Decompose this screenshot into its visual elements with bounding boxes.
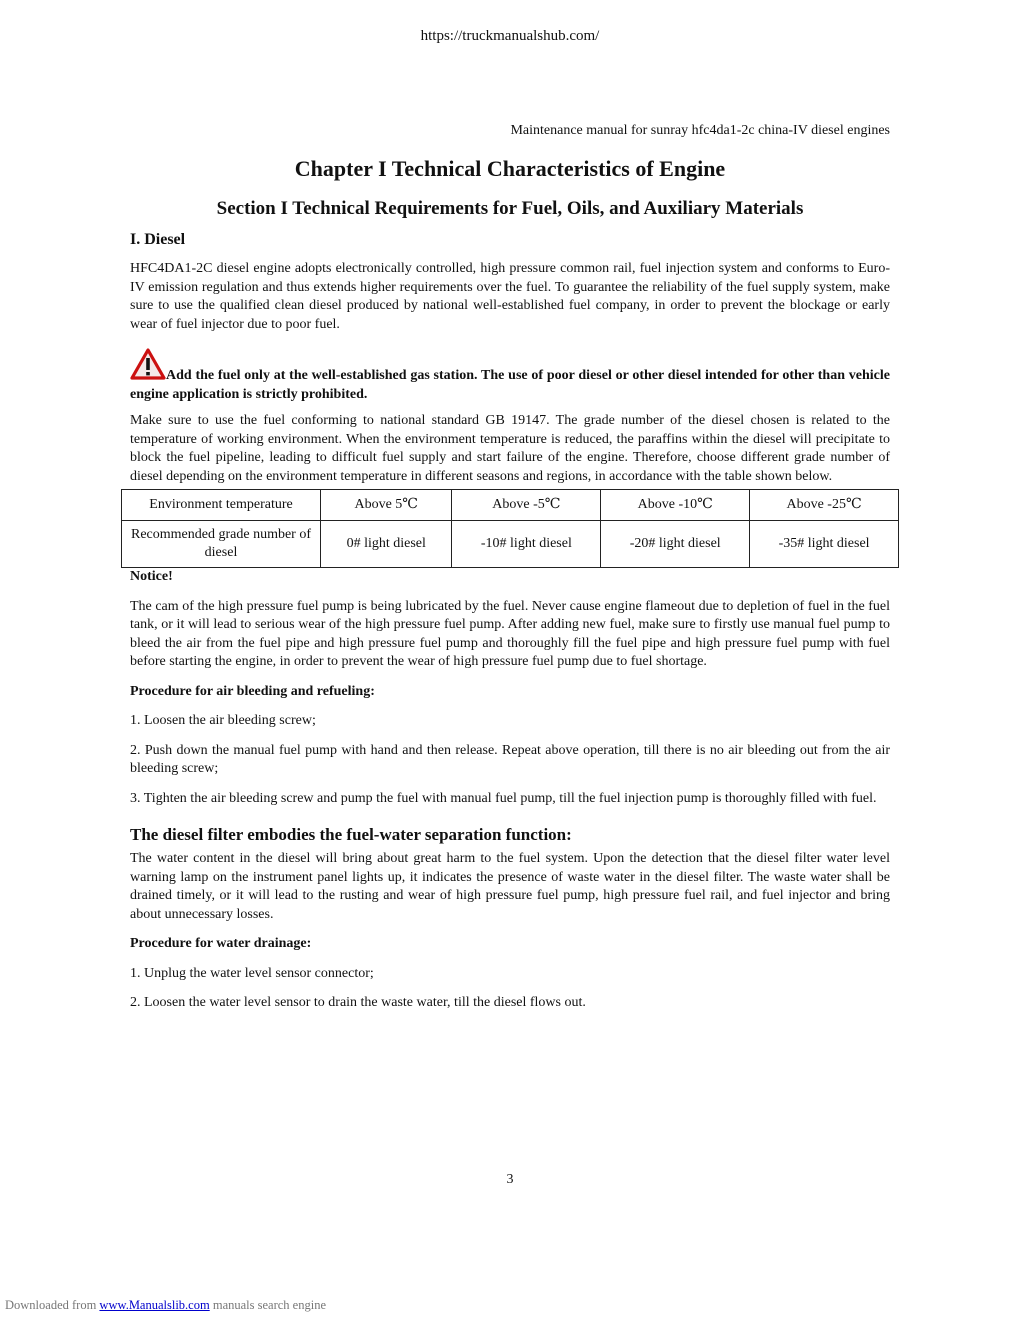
filter-text: The water content in the diesel will bring about great harm to the fuel system. Upon the detection that the diesel filter water level warning lamp on the instrument panel lights up, it indicates the presence of waste water in the diesel filter. The waste water shall be drained timely, or it will lead to the rusting and wear of high pressure fuel pump, high pressure fuel rail, and fuel injector and bring about unnecessary losses.	[130, 851, 890, 922]
page-number: 3	[506, 1172, 514, 1187]
diesel-heading: I. Diesel	[130, 231, 186, 248]
bleeding-heading: Procedure for air bleeding and refueling:	[130, 683, 375, 699]
table-row	[122, 490, 899, 521]
list-item: 1. Loosen the air bleeding screw;	[130, 713, 316, 728]
table-cell: Above -10℃	[601, 490, 750, 521]
table-cell: 0# light diesel	[321, 521, 452, 568]
warning-block	[130, 348, 890, 404]
table-cell: Above -25℃	[750, 490, 899, 521]
diesel-intro: HFC4DA1-2C diesel engine adopts electronically controlled, high pressure common rail, fuel injection system and conforms to Euro-IV emission regulation and thus extends higher requirements over the fuel. To guarantee the reliability of the fuel supply system, make sure to use the qualified clean diesel produced by national well-established fuel company, in order to prevent the blockage or early wear of fuel injector due to poor fuel.	[130, 261, 890, 332]
filter-heading: The diesel filter embodies the fuel-water separation function:	[130, 825, 572, 844]
diesel-grade-table	[121, 489, 899, 568]
table-cell: Recommended grade number of diesel	[122, 521, 321, 568]
table-cell: Above -5℃	[452, 490, 601, 521]
chapter-title: Chapter I Technical Characteristics of Engine	[294, 156, 726, 181]
warning-paragraph	[130, 348, 890, 404]
download-footer	[5, 1298, 326, 1313]
standard-paragraph: Make sure to use the fuel conforming to national standard GB 19147. The grade number of the diesel chosen is related to the temperature of working environment. When the environment temperature is reduced, the paraffins within the diesel will precipitate to block the fuel pipeline, leading to difficult fuel supply and start failure of the engine. Therefore, choose different grade number of diesel depending on the environment temperature in different seasons and regions, in accordance with the table shown below.	[130, 413, 890, 484]
table-cell: Environment temperature	[122, 490, 321, 521]
list-item: 3. Tighten the air bleeding screw and pump the fuel with manual fuel pump, till the fuel injection pump is thoroughly filled with fuel.	[130, 790, 877, 806]
warning-text: Add the fuel only at the well-established gas station. The use of poor diesel or other diesel intended for other than vehicle engine application is strictly prohibited.	[130, 368, 890, 402]
table-cell: -10# light diesel	[452, 521, 601, 568]
list-item: 2. Loosen the water level sensor to drain the waste water, till the diesel flows out.	[130, 995, 586, 1010]
top-url: https://truckmanualshub.com/	[420, 28, 600, 44]
notice-text: The cam of the high pressure fuel pump is being lubricated by the fuel. Never cause engine flameout due to depletion of fuel in the fuel tank, or it will lead to serious wear of the high pressure fuel pump. After adding new fuel, make sure to firstly use manual fuel pump to bleed the air from the fuel pipe and high pressure fuel pump and thoroughly fill the fuel pipe and high pressure fuel pump with fuel before starting the engine, in order to prevent the wear of high pressure fuel pump due to fuel shortage.	[130, 598, 890, 669]
drainage-heading: Procedure for water drainage:	[130, 936, 312, 951]
table-cell: -35# light diesel	[750, 521, 899, 568]
table-cell: -20# light diesel	[601, 521, 750, 568]
notice-label: Notice!	[130, 569, 173, 584]
warning-triangle-icon	[130, 348, 166, 381]
running-header: Maintenance manual for sunray hfc4da1-2c china-IV diesel engines	[510, 123, 890, 138]
manualslib-link[interactable]: www.Manualslib.com	[99, 1298, 210, 1312]
list-item: 2. Push down the manual fuel pump with hand and then release. Repeat above operation, till there is no air bleeding out from the air bleeding screw;	[130, 742, 890, 776]
table-cell: Above 5℃	[321, 490, 452, 521]
table-row	[122, 521, 899, 568]
footer-prefix: Downloaded from	[5, 1298, 100, 1312]
page-content	[130, 155, 890, 1013]
footer-suffix: manuals search engine	[209, 1298, 326, 1312]
list-item: 1. Unplug the water level sensor connector;	[130, 965, 374, 981]
section-title: Section I Technical Requirements for Fuel, Oils, and Auxiliary Materials	[216, 198, 804, 219]
